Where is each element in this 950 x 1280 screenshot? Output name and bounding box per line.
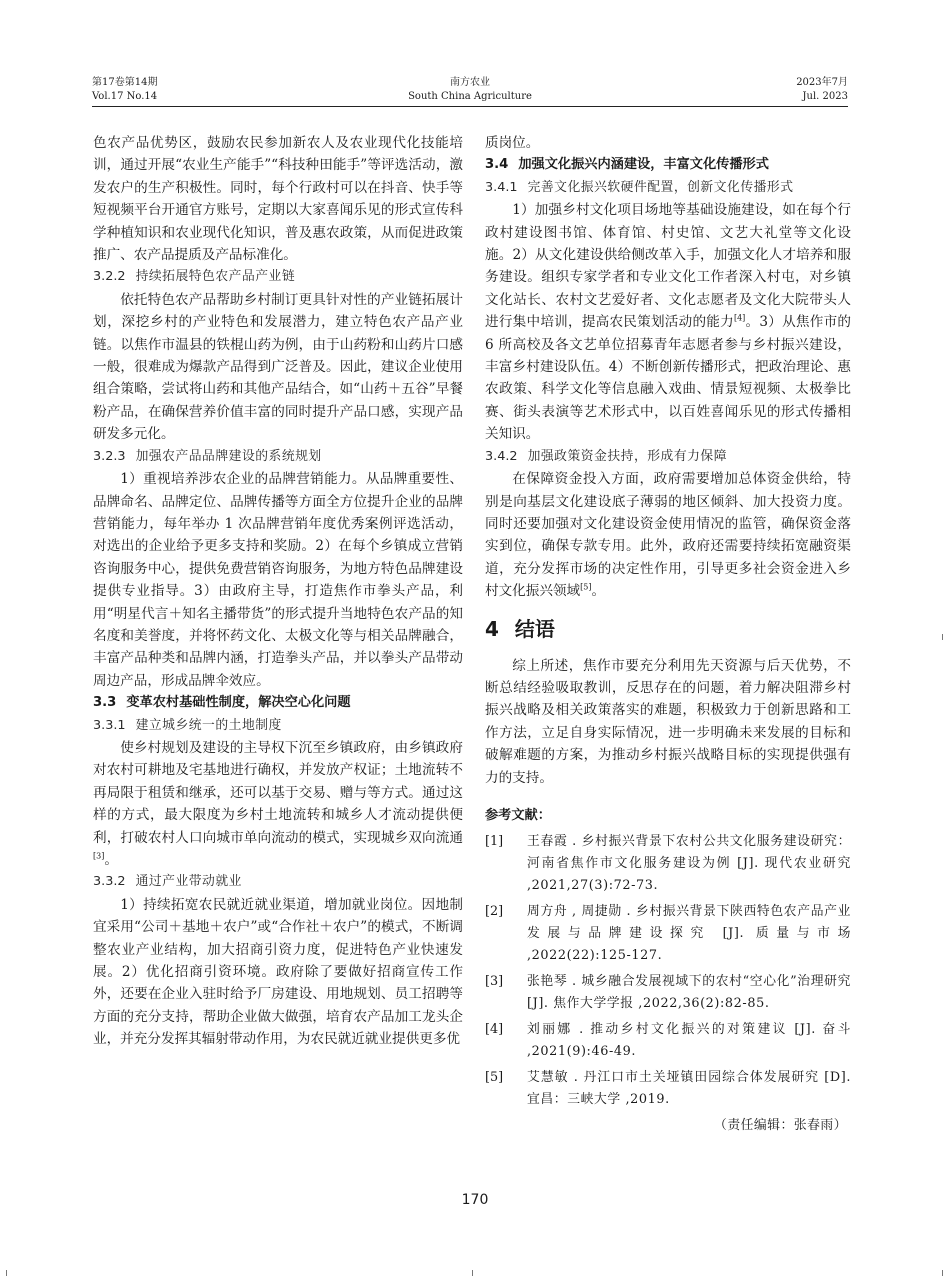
section-heading-3-3-2 <box>93 871 463 893</box>
reference-number: [1] <box>485 834 504 850</box>
paragraph: 色农产品优势区，鼓励农民参加新农人及农业现代化技能培训，通过开展“农业生产能手”“科技种田能手”等评选活动，激发农户的生产积极性。同时，每个行政村可以在抖音、快手等短视频平台开通官方账号，定期以大家喜闻乐见的形式宣传科学种植知识和农业现代化知识，普及惠农政策，从而促进政策推广、农产品提质及产品标准化。 <box>93 135 463 264</box>
section-heading-3-4-2 <box>485 446 851 468</box>
crop-mark <box>942 634 943 640</box>
section-heading-3-2-2 <box>93 266 463 288</box>
reference-item <box>485 831 851 897</box>
journal-name-en: South China Agriculture <box>408 91 532 102</box>
reference-number: [2] <box>485 904 504 920</box>
reference-item <box>485 971 851 1015</box>
section-number: 4 <box>485 616 499 641</box>
section-number: 3.2.2 <box>93 269 126 285</box>
citation: [4] <box>733 313 746 323</box>
section-number: 3.4.1 <box>485 179 518 195</box>
paragraph <box>93 737 463 871</box>
issue-date-en: Jul. 2023 <box>802 91 848 102</box>
paragraph: 质岗位。 <box>485 135 540 151</box>
crop-mark <box>472 1270 473 1276</box>
paragraph-end: 。 <box>104 852 118 868</box>
section-title: 加强政策资金扶持，形成有力保障 <box>527 448 728 464</box>
crop-mark <box>942 1270 943 1276</box>
reference-text: 王春霞 . 乡村振兴背景下农村公共文化服务建设研究：河南省焦作市文化服务建设为例 [J]. 现代农业研究 ,2021,27(3):72-73. <box>527 834 851 894</box>
section-heading-3-2-3 <box>93 446 463 468</box>
section-title: 变革农村基础性制度，解决空心化问题 <box>126 695 351 711</box>
citation: [5] <box>580 582 592 592</box>
right-column <box>485 132 851 1138</box>
section-title: 完善文化振兴软硬件配置，创新文化传播形式 <box>527 179 794 195</box>
section-title: 持续拓展特色农产品产业链 <box>135 269 296 285</box>
paragraph: 依托特色农产品帮助乡村制订更具针对性的产业链拓展计划，深挖乡村的产业特色和发展潜力，建立特色农产品产业链。以焦作市温县的铁棍山药为例，由于山药粉和山药片口感一般，很难成为爆款产品得到广泛普及。因此，建议企业使用组合策略，尝试将山药和其他产品结合，如“山药＋五谷”早餐粉产品，在确保营养价值丰富的同时提升产品口感，实现产品研发多元化。 <box>93 291 463 443</box>
paragraph: 1）重视培养涉农企业的品牌营销能力。从品牌重要性、品牌命名、品牌定位、品牌传播等方面全方位提升企业的品牌营销能力，每年举办 1 次品牌营销年度优秀案例评选活动，对选出的企业给予更多支持和奖励。2）在每个乡镇成立营销咨询服务中心，提供免费营销咨询服务，为地方特色品牌建设提供专业指导。3）由政府主导，打造焦作市拳头产品，利用“明星代言＋知名主播带货”的形式提升当地特色农产品的知名度和美誉度，并将怀药文化、太极文化等与相关品牌融合，丰富产品种类和品牌内涵，打造拳头产品，并以拳头产品带动周边产品，形成品牌伞效应。 <box>93 471 463 689</box>
paragraph-text: 在保障资金投入方面，政府需要增加总体资金供给，特别是向基层文化建设底子薄弱的地区倾斜、加大投资力度。同时还要加强对文化建设资金使用情况的监管，确保资金落实到位，确保专款专用。此外，政府还需要持续拓宽融资渠道，充分发挥市场的决定性作用，引导更多社会资金进入乡村文化振兴领域 <box>485 471 851 600</box>
paragraph-text: 。3）从焦作市的 6 所高校及各文艺单位招募青年志愿者参与乡村振兴建设，丰富乡村建设队伍。4）不断创新传播形式，把政治理论、惠农政策、科学文化等信息融入戏曲、情景短视频、太极拳比赛、街头表演等艺术形式中，以百姓喜闻乐见的形式传播相关知识。 <box>485 314 851 443</box>
reference-number: [5] <box>485 1070 504 1086</box>
section-title: 结语 <box>514 616 555 641</box>
reference-list <box>485 831 851 1111</box>
issue-date: 2023年7月 <box>796 77 848 88</box>
journal-volume-en: Vol.17 No.14 <box>92 91 158 102</box>
paragraph-end: 。 <box>591 583 606 600</box>
section-number: 3.2.3 <box>93 448 126 464</box>
reference-number: [3] <box>485 974 504 990</box>
reference-text: 周方舟 , 周捷勋 . 乡村振兴背景下陕西特色农产品产业发展与品牌建设探究 [J]. 质量与市场 ,2022(22):125-127. <box>527 904 851 964</box>
paragraph-text: 1）加强乡村文化项目场地等基础设施建设，如在每个行政村建设图书馆、体育馆、村史馆、文艺大礼堂等文化设施。2）从文化建设供给侧改革入手，加强文化人才培养和服务建设。组织专家学者和专业文化工作者深入村屯，对乡镇文化站长、农村文艺爱好者、文化志愿者及文化大院带头人进行集中培训，提高农民策划活动的能力 <box>485 202 851 331</box>
citation: [3] <box>93 851 105 861</box>
references-heading: 参考文献： <box>485 807 551 823</box>
section-number: 3.4.2 <box>485 448 518 464</box>
reference-text: 艾慧敏 . 丹江口市土关垭镇田园综合体发展研究 [D]. 宜昌：三峡大学 ,2019. <box>527 1070 851 1108</box>
reference-item <box>485 1019 851 1063</box>
section-heading-3-3-1 <box>93 715 463 737</box>
section-number: 3.3.1 <box>93 717 126 733</box>
section-number: 3.4 <box>485 157 509 173</box>
running-header <box>92 76 848 108</box>
journal-volume: 第17卷第14期 <box>92 77 158 88</box>
section-title: 加强农产品品牌建设的系统规划 <box>135 448 322 464</box>
paragraph: 综上所述，焦作市要充分利用先天资源与后天优势，不断总结经验吸取教训，反思存在的问题，着力解决阻滞乡村振兴战略及相关政策落实的难题，积极致力于创新思路和工作方法，立足自身实际情况，进一步明确未来发展的目标和破解难题的方案，为推动乡村振兴战略目标的实现提供强有力的支持。 <box>485 657 851 786</box>
reference-text: 刘丽娜 . 推动乡村文化振兴的对策建议 [J]. 奋斗 ,2021(9):46-49. <box>527 1022 851 1060</box>
section-heading-3-4-1 <box>485 177 851 199</box>
paragraph <box>485 468 851 602</box>
section-title: 加强文化振兴内涵建设，丰富文化传播形式 <box>518 157 769 173</box>
header-divider <box>92 106 848 107</box>
reference-number: [4] <box>485 1022 504 1038</box>
section-number: 3.3.2 <box>93 874 126 890</box>
responsible-editor: （责任编辑：张春雨） <box>714 1118 847 1134</box>
crop-mark <box>6 1270 7 1276</box>
page-number: 170 <box>461 1192 489 1208</box>
reference-item <box>485 901 851 967</box>
journal-name: 南方农业 <box>450 77 490 88</box>
reference-item <box>485 1067 851 1111</box>
section-title: 通过产业带动就业 <box>135 874 242 890</box>
section-heading-4 <box>485 613 851 645</box>
section-heading-3-3 <box>93 692 463 714</box>
reference-text: 张艳琴 . 城乡融合发展视域下的农村“空心化”治理研究 [J]. 焦作大学学报 ,2022,36(2):82-85. <box>527 974 851 1012</box>
section-heading-3-4 <box>485 154 851 176</box>
left-column <box>93 132 463 1051</box>
section-number: 3.3 <box>93 695 117 711</box>
paragraph-text: 使乡村规划及建设的主导权下沉至乡镇政府，由乡镇政府对农村可耕地及宅基地进行确权，并发放产权证；土地流转不再局限于租赁和继承，还可以基于交易、赠与等方式。通过这样的方式，最大限度为乡村土地流转和城乡人才流动提供便利，打破农村人口向城市单向流动的模式，实现城乡双向流通 <box>93 739 463 846</box>
section-title: 建立城乡统一的土地制度 <box>135 717 282 733</box>
paragraph <box>485 199 851 445</box>
paragraph: 1）持续拓宽农民就近就业渠道，增加就业岗位。因地制宜采用“公司＋基地＋农户”或“合作社＋农户”的模式，不断调整农业产业结构，加大招商引资力度，促进特色产业快速发展。2）优化招商引资环境。政府除了要做好招商宣传工作外，还要在企业入驻时给予厂房建设、用地规划、员工招聘等方面的充分支持，帮助企业做大做强，培育农产品加工龙头企业，并充分发挥其辐射带动作用，为农民就近就业提供更多优 <box>93 896 463 1048</box>
